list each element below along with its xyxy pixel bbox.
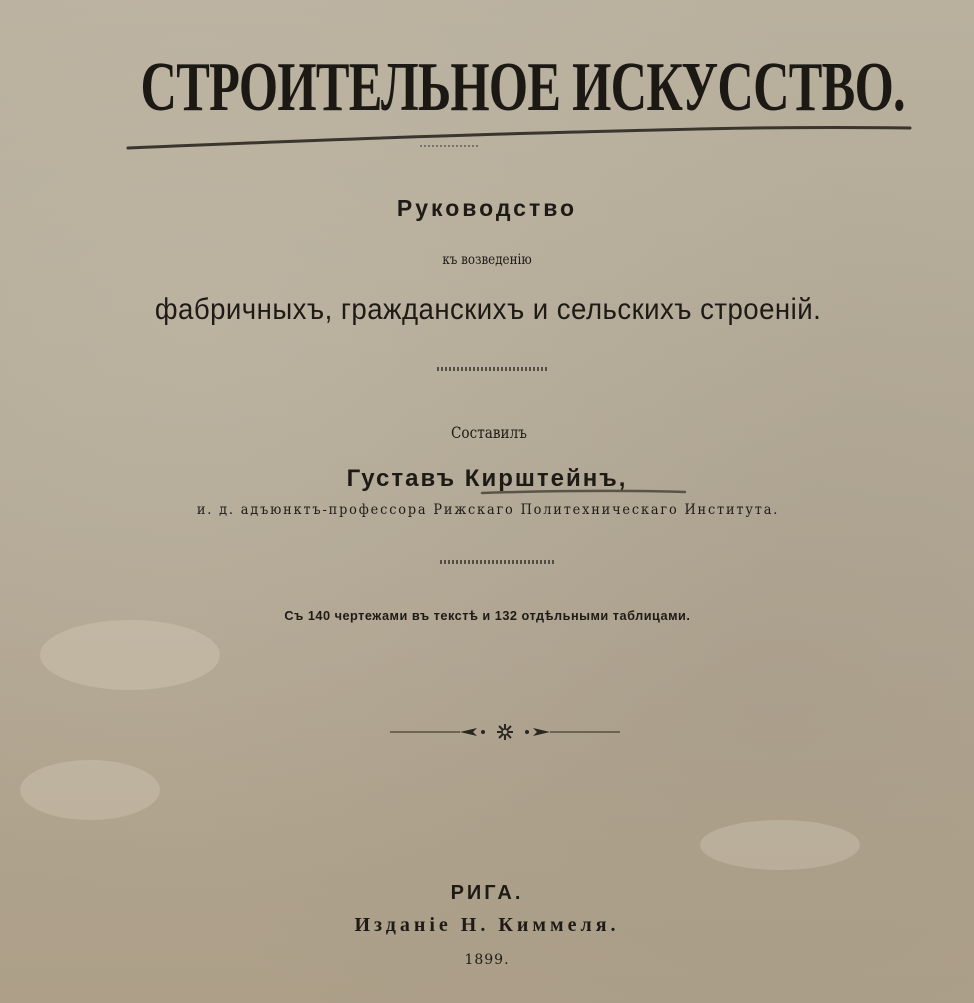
paper-stain [40,620,220,690]
author-position: и. д. адъюнктъ-профессора Рижскаго Политехническаго Института. [196,502,780,518]
publication-city: РИГА. [450,882,524,904]
book-title: СТРОИТЕЛЬНОЕ ИСКУССТВО. [140,49,905,126]
building-types: фабричныхъ, гражданскихъ и сельскихъ строеній. [154,293,822,326]
ornamental-rule [437,367,547,371]
subtitle: Руководство [396,195,578,221]
illustrations-note: Съ 140 чертежами въ текстѣ и 132 отдѣльными таблицами. [284,608,691,623]
subtitle-preposition: къ возведенію [442,252,532,268]
star-icon [497,724,513,740]
paper-stain [20,760,160,820]
compiled-by-label: Составилъ [451,423,527,442]
ornamental-rule [440,560,555,564]
publication-year: 1899. [464,952,510,968]
author-name: Густавъ Кирштейнъ, [346,465,628,492]
paper-stain [700,820,860,870]
author-underline [480,487,690,497]
ornament-divider [385,718,625,746]
publisher: Изданіе Н. Киммеля. [354,914,620,936]
title-underline [120,118,920,154]
